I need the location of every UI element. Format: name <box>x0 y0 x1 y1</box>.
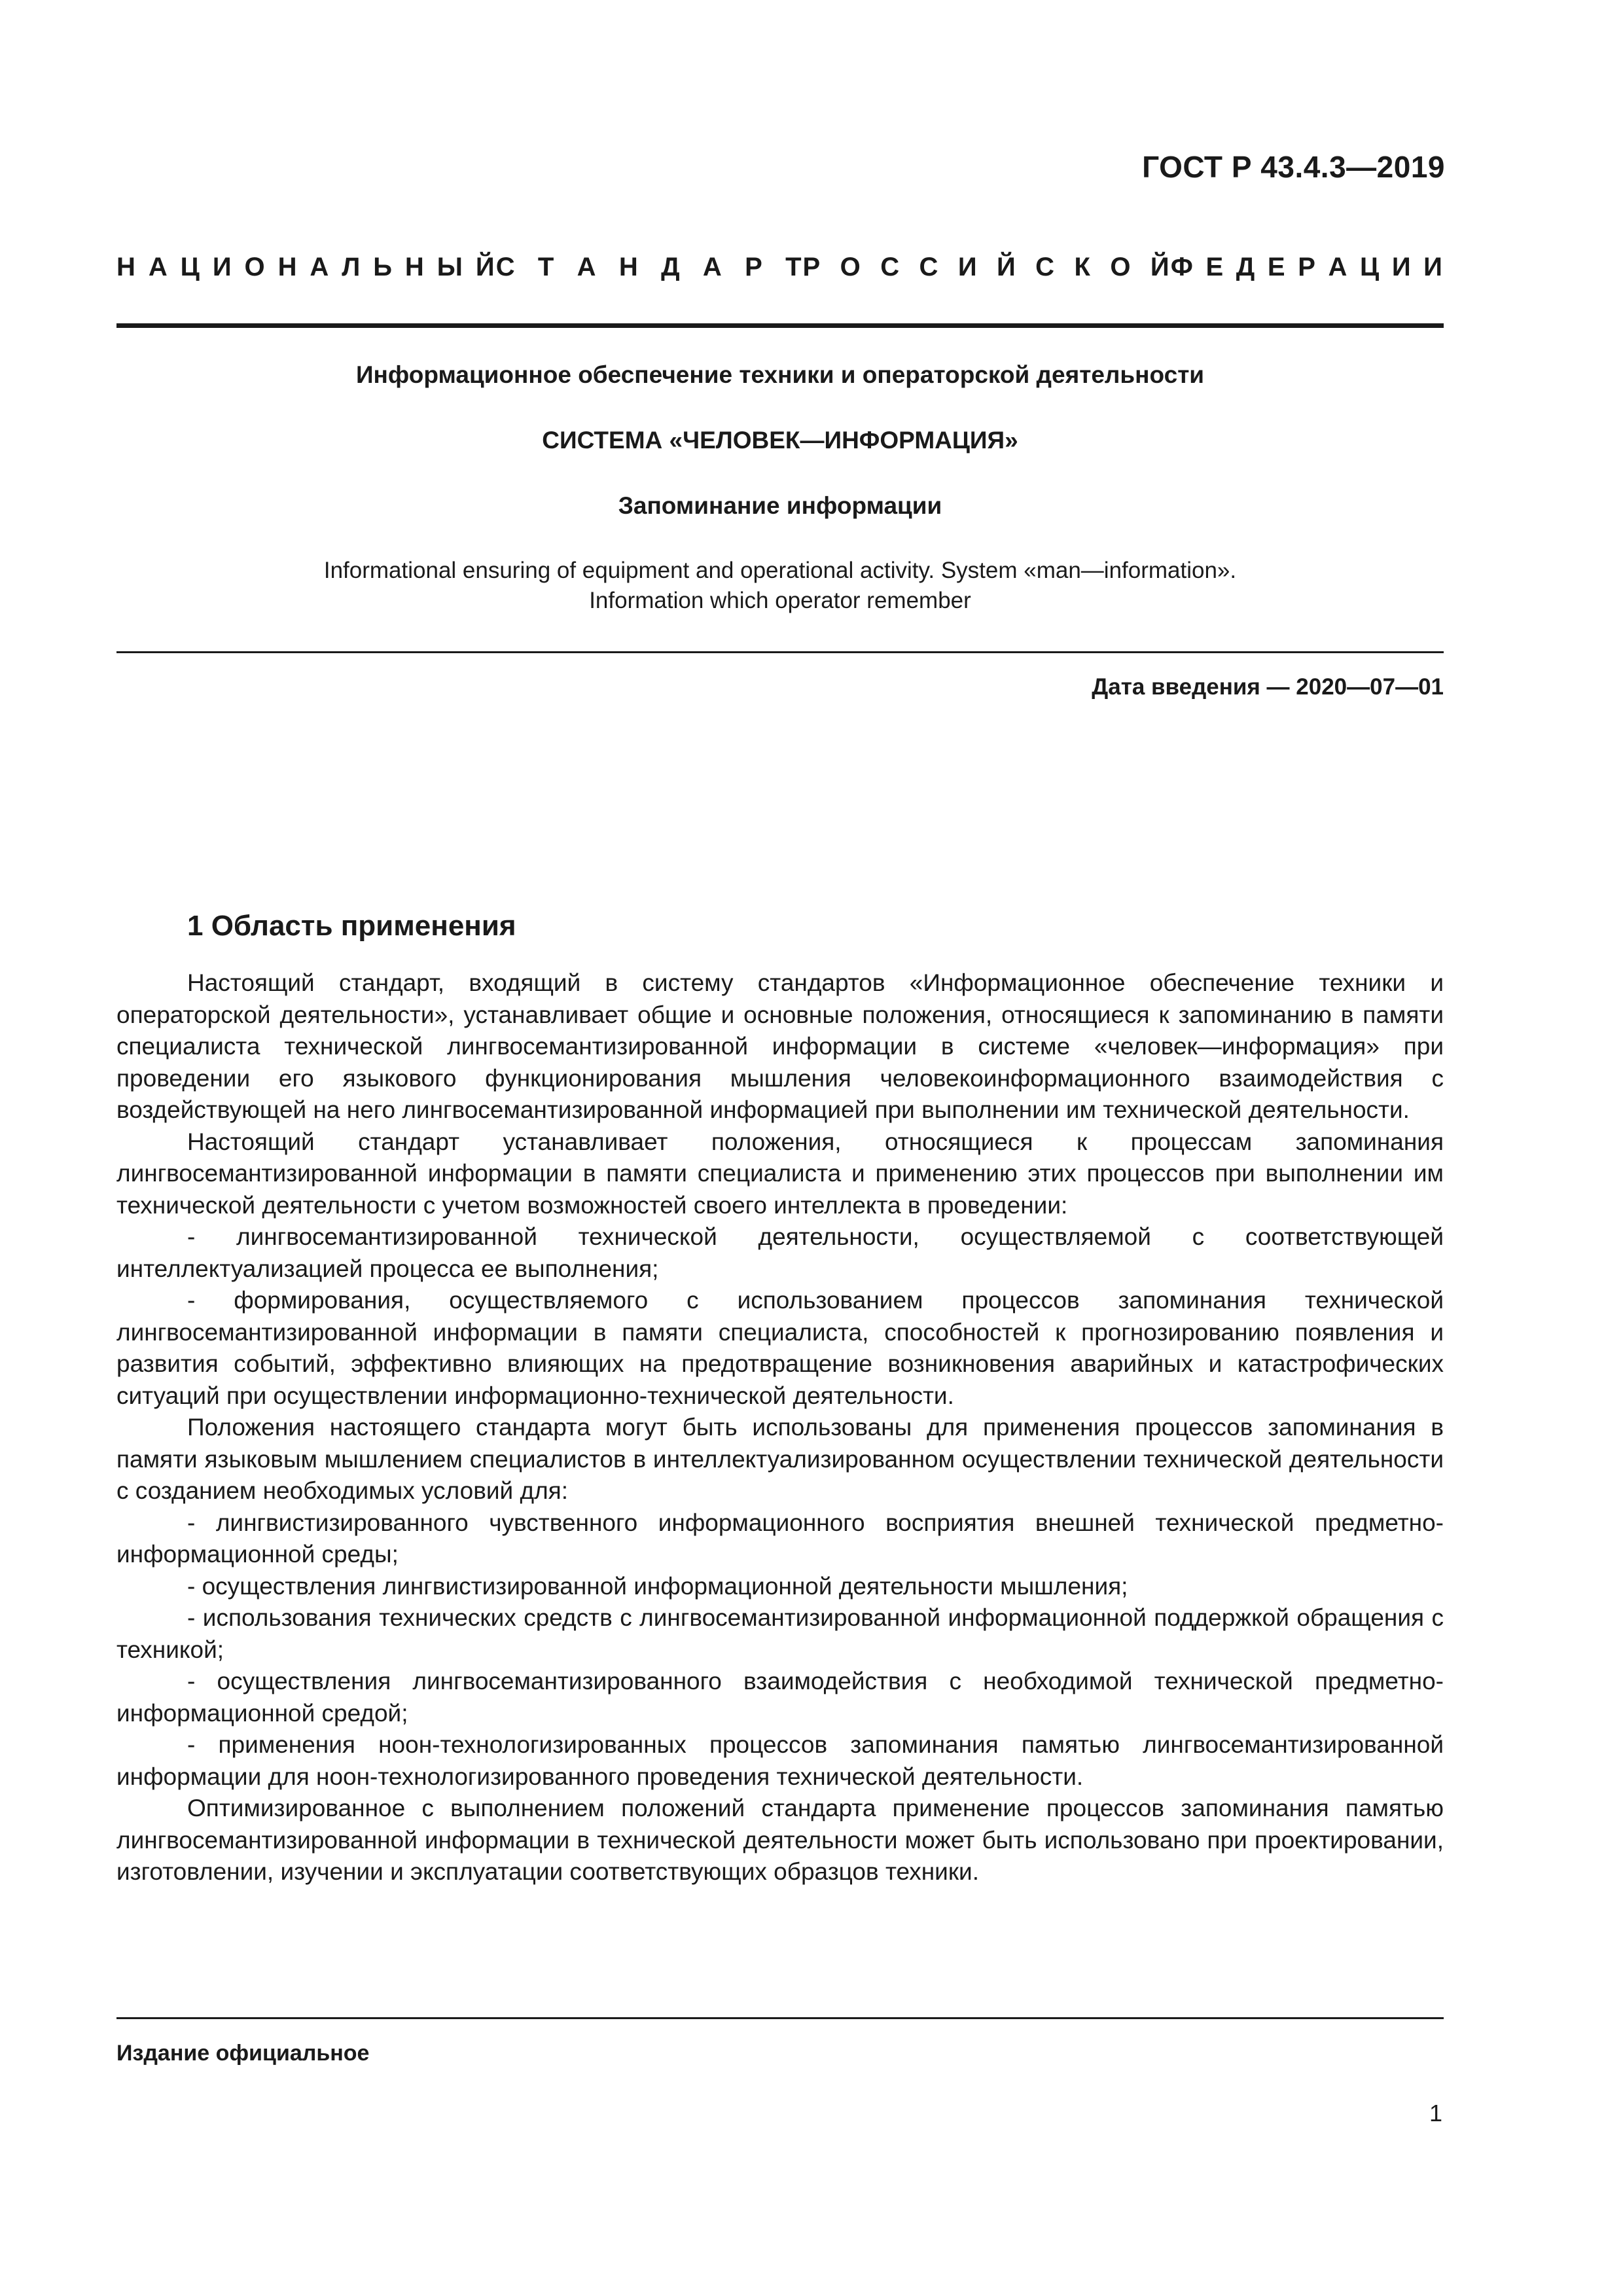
national-letter: К <box>1074 253 1092 281</box>
list-item: - применения ноон-технологизированных процессов запоминания памятью лингвосемантизированной информации для ноон-технологизированного проведения технической деятельности. <box>116 1731 1444 1790</box>
national-letter: Н <box>618 253 639 281</box>
national-letter: Р <box>745 253 764 281</box>
national-letter: Л <box>342 253 362 281</box>
national-word <box>116 253 496 282</box>
national-letter: Р <box>802 253 822 281</box>
national-letter: Р <box>1298 253 1317 281</box>
national-letter: С <box>919 253 940 281</box>
national-letter: А <box>148 253 169 281</box>
list-item: - использования технических средств с лингвосемантизированной информационной поддержкой обращения с техникой; <box>116 1604 1444 1663</box>
national-letter: Н <box>116 253 137 281</box>
national-word <box>1171 253 1444 282</box>
national-letter: Т <box>537 253 556 281</box>
national-letter: Н <box>404 253 425 281</box>
document-title: Информационное обеспечение техники и операторской деятельности <box>355 361 1205 388</box>
edition-note: Издание официальное <box>116 2041 370 2066</box>
list-item: - осуществления лингвистизированной информационной деятельности мышления; <box>187 1572 1128 1600</box>
body-paragraph: Настоящий стандарт, входящий в систему стандартов «Информационное обеспечение техники и операторской деятельности», устанавливает общие и основные положения, относящиеся к запоминанию в памяти специалиста технической лингвосемантизированной информации в системе «человек—информация» при проведении его языкового функционирования мышления человекоинформационного взаимодействия с воздействующей на него лингвосемантизированной информацией при выполнении им технической деятельности. <box>116 969 1444 1123</box>
national-letter: И <box>957 253 978 281</box>
national-letter: И <box>212 253 233 281</box>
national-letter: Ц <box>1359 253 1381 281</box>
national-letter: О <box>244 253 266 281</box>
national-word <box>803 253 1171 282</box>
body-paragraph: Оптимизированное с выполнением положений стандарта применение процессов запоминания памятью лингвосемантизированной информации в технической деятельности может быть использовано при проектировании, изготовлении, изучении и эксплуатации соответствующих образцов техники. <box>116 1795 1444 1885</box>
list-item: - осуществления лингвосемантизированного взаимодействия с необходимой технической предметно-информационной средой; <box>116 1668 1444 1727</box>
national-letter: А <box>1328 253 1349 281</box>
list-item: - лингвистизированного чувственного информационного восприятия внешней технической предметно-информационной среды; <box>116 1509 1444 1568</box>
list-item: - формирования, осуществляемого с использованием процессов запоминания технической лингвосемантизированной информации в памяти специалиста, способностей к прогнозированию появления и развития событий, эффективно влияющих на предотвращение возникновения аварийных и катастрофических ситуаций при осуществлении информационно-технической деятельности. <box>116 1287 1444 1409</box>
title-rule <box>116 651 1444 653</box>
document-code: ГОСТ Р 43.4.3—2019 <box>1142 150 1445 184</box>
national-letter: Й <box>996 253 1017 281</box>
list-item: - лингвосемантизированной технической деятельности, осуществляемой с соответствующей интеллектуализацией процесса ее выполнения; <box>116 1223 1444 1282</box>
national-letter: Д <box>661 253 681 281</box>
national-letter: Е <box>1267 253 1287 281</box>
national-letter: А <box>310 253 330 281</box>
national-letter: С <box>495 253 516 281</box>
introduction-date: Дата введения — 2020—07—01 <box>1092 674 1444 700</box>
national-letter: О <box>1110 253 1132 281</box>
body-paragraph: Положения настоящего стандарта могут быть использованы для применения процессов запоминания в памяти языковым мышлением специалистов в интеллектуализированном осуществлении технической деятельности с созданием необходимых условий для: <box>116 1414 1444 1504</box>
national-letter: Й <box>475 253 496 281</box>
national-letter: Ь <box>373 253 393 281</box>
national-letter: Е <box>1205 253 1225 281</box>
section-body <box>116 967 1444 1888</box>
national-letter: Н <box>277 253 298 281</box>
national-letter: И <box>1423 253 1444 281</box>
national-letter: И <box>1391 253 1412 281</box>
english-title-line-2: Information which operator remember <box>589 588 971 613</box>
body-paragraph: Настоящий стандарт устанавливает положения, относящиеся к процессам запоминания лингвосемантизированной информации в памяти специалиста и применению этих процессов при выполнении им технической деятельности с учетом возможностей своего интеллекта в проведении: <box>116 1128 1444 1219</box>
header-rule <box>116 323 1444 328</box>
national-letter: О <box>840 253 862 281</box>
national-letter: А <box>702 253 723 281</box>
national-letter: Ы <box>437 253 464 281</box>
national-letter: Й <box>1150 253 1171 281</box>
national-letter: Ц <box>180 253 201 281</box>
national-word <box>496 253 803 282</box>
system-title: СИСТЕМА «ЧЕЛОВЕК—ИНФОРМАЦИЯ» <box>542 427 1018 454</box>
english-title-line-1: Informational ensuring of equipment and operational activity. System «man—information». <box>323 558 1237 583</box>
national-letter: С <box>880 253 901 281</box>
document-subtitle: Запоминание информации <box>618 492 942 519</box>
national-letter: А <box>577 253 597 281</box>
footer-rule <box>116 2017 1444 2019</box>
section-heading: 1 Область применения <box>187 910 516 942</box>
page-number: 1 <box>1429 2100 1442 2126</box>
national-letter: Ф <box>1170 253 1194 281</box>
national-letter: Д <box>1236 253 1257 281</box>
national-letter: С <box>1035 253 1056 281</box>
national-standard-heading <box>116 253 1444 282</box>
national-letter: Т <box>785 253 803 281</box>
